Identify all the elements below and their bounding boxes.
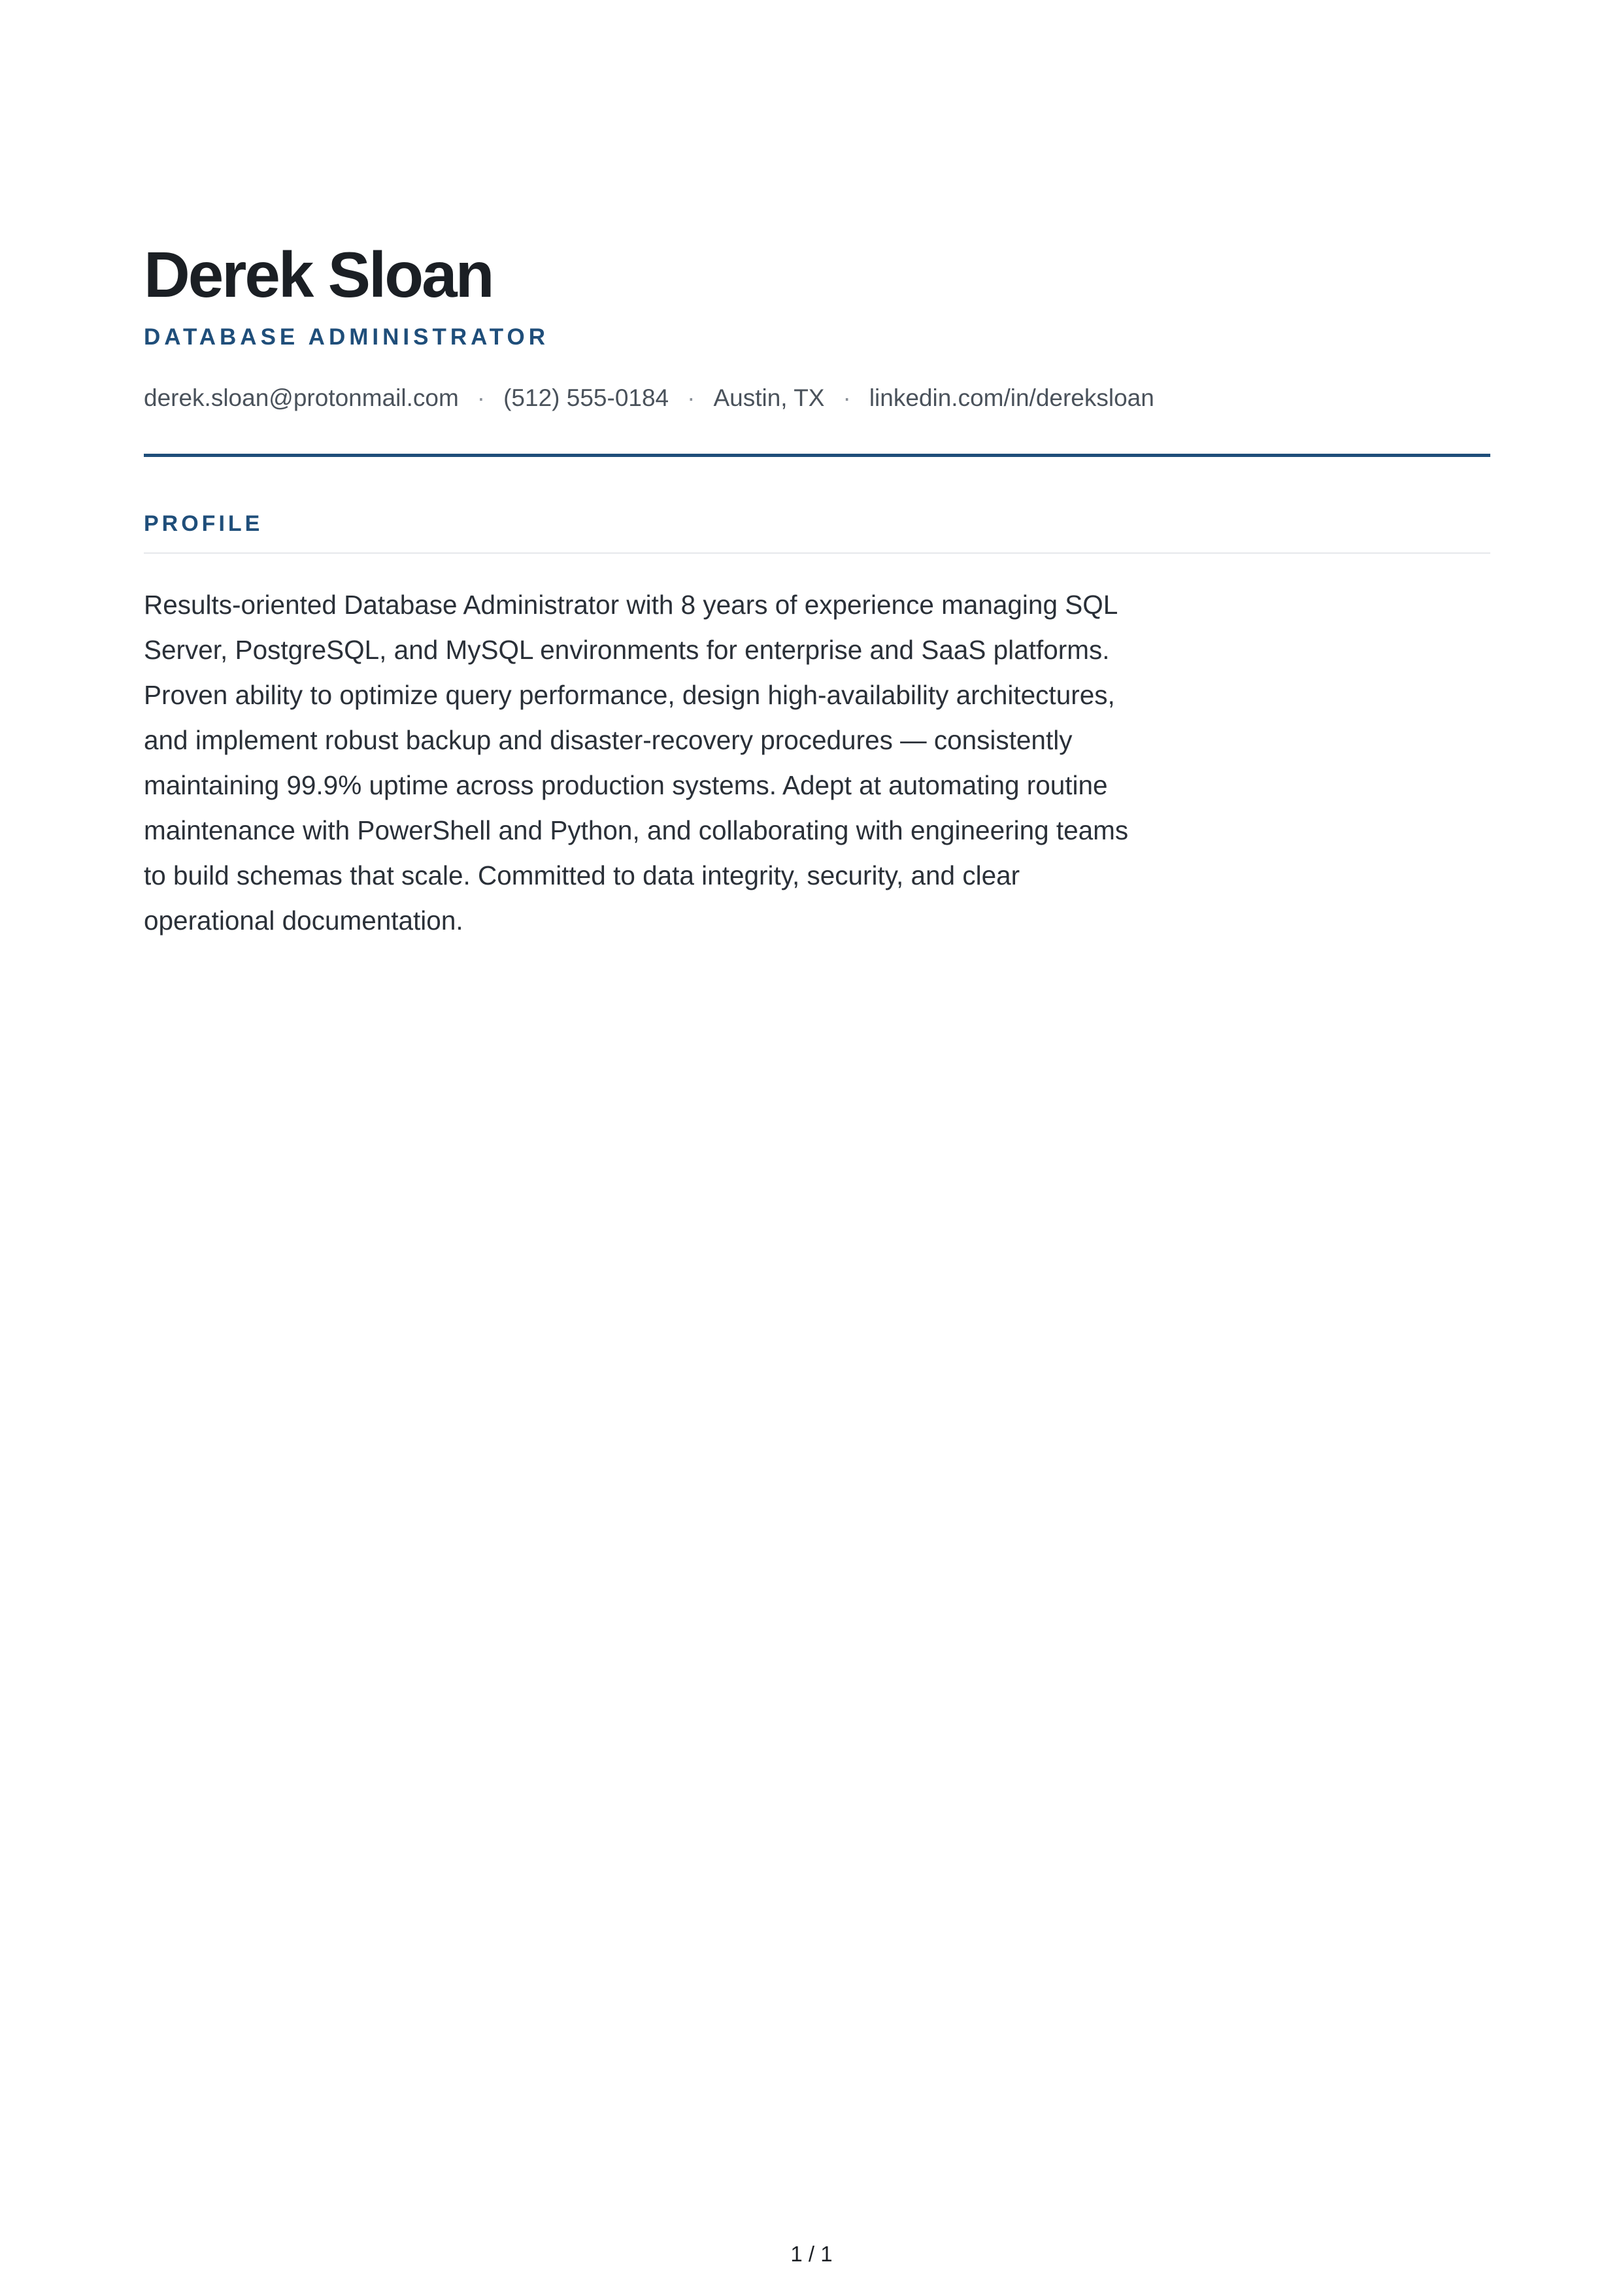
contact-separator: · [843,384,851,411]
page-indicator: 1 / 1 [790,2242,833,2266]
contact-linkedin: linkedin.com/in/dereksloan [869,384,1154,411]
contact-location: Austin, TX [713,384,825,411]
contact-separator: · [477,384,486,411]
contact-line [144,383,1490,413]
contact-email: derek.sloan@protonmail.com [144,384,459,411]
header-divider [144,454,1490,457]
resume-content [144,235,1490,970]
section-divider [144,552,1490,554]
contact-separator: · [687,384,695,411]
profile-section [144,509,1490,943]
contact-phone: (512) 555-0184 [503,384,669,411]
resume-header [144,235,1490,457]
candidate-name: Derek Sloan [144,239,493,311]
job-title: DATABASE ADMINISTRATOR [144,324,550,350]
profile-summary: Results-oriented Database Administrator with 8 years of experience managing SQL Server, PostgreSQL, and MySQL environments for enterprise and SaaS platforms. Proven ability to optimize query performance, design high-availability architectures, and implement robust backup and disaster-recovery procedures — consistently maintaining 99.9% uptime across production systems. Adept at automating routine maintenance with PowerShell and Python, and collaborating with engineering teams to build schemas that scale. Committed to data integrity, security, and clear operational documentation. [144,590,1129,936]
profile-heading: PROFILE [144,511,263,536]
